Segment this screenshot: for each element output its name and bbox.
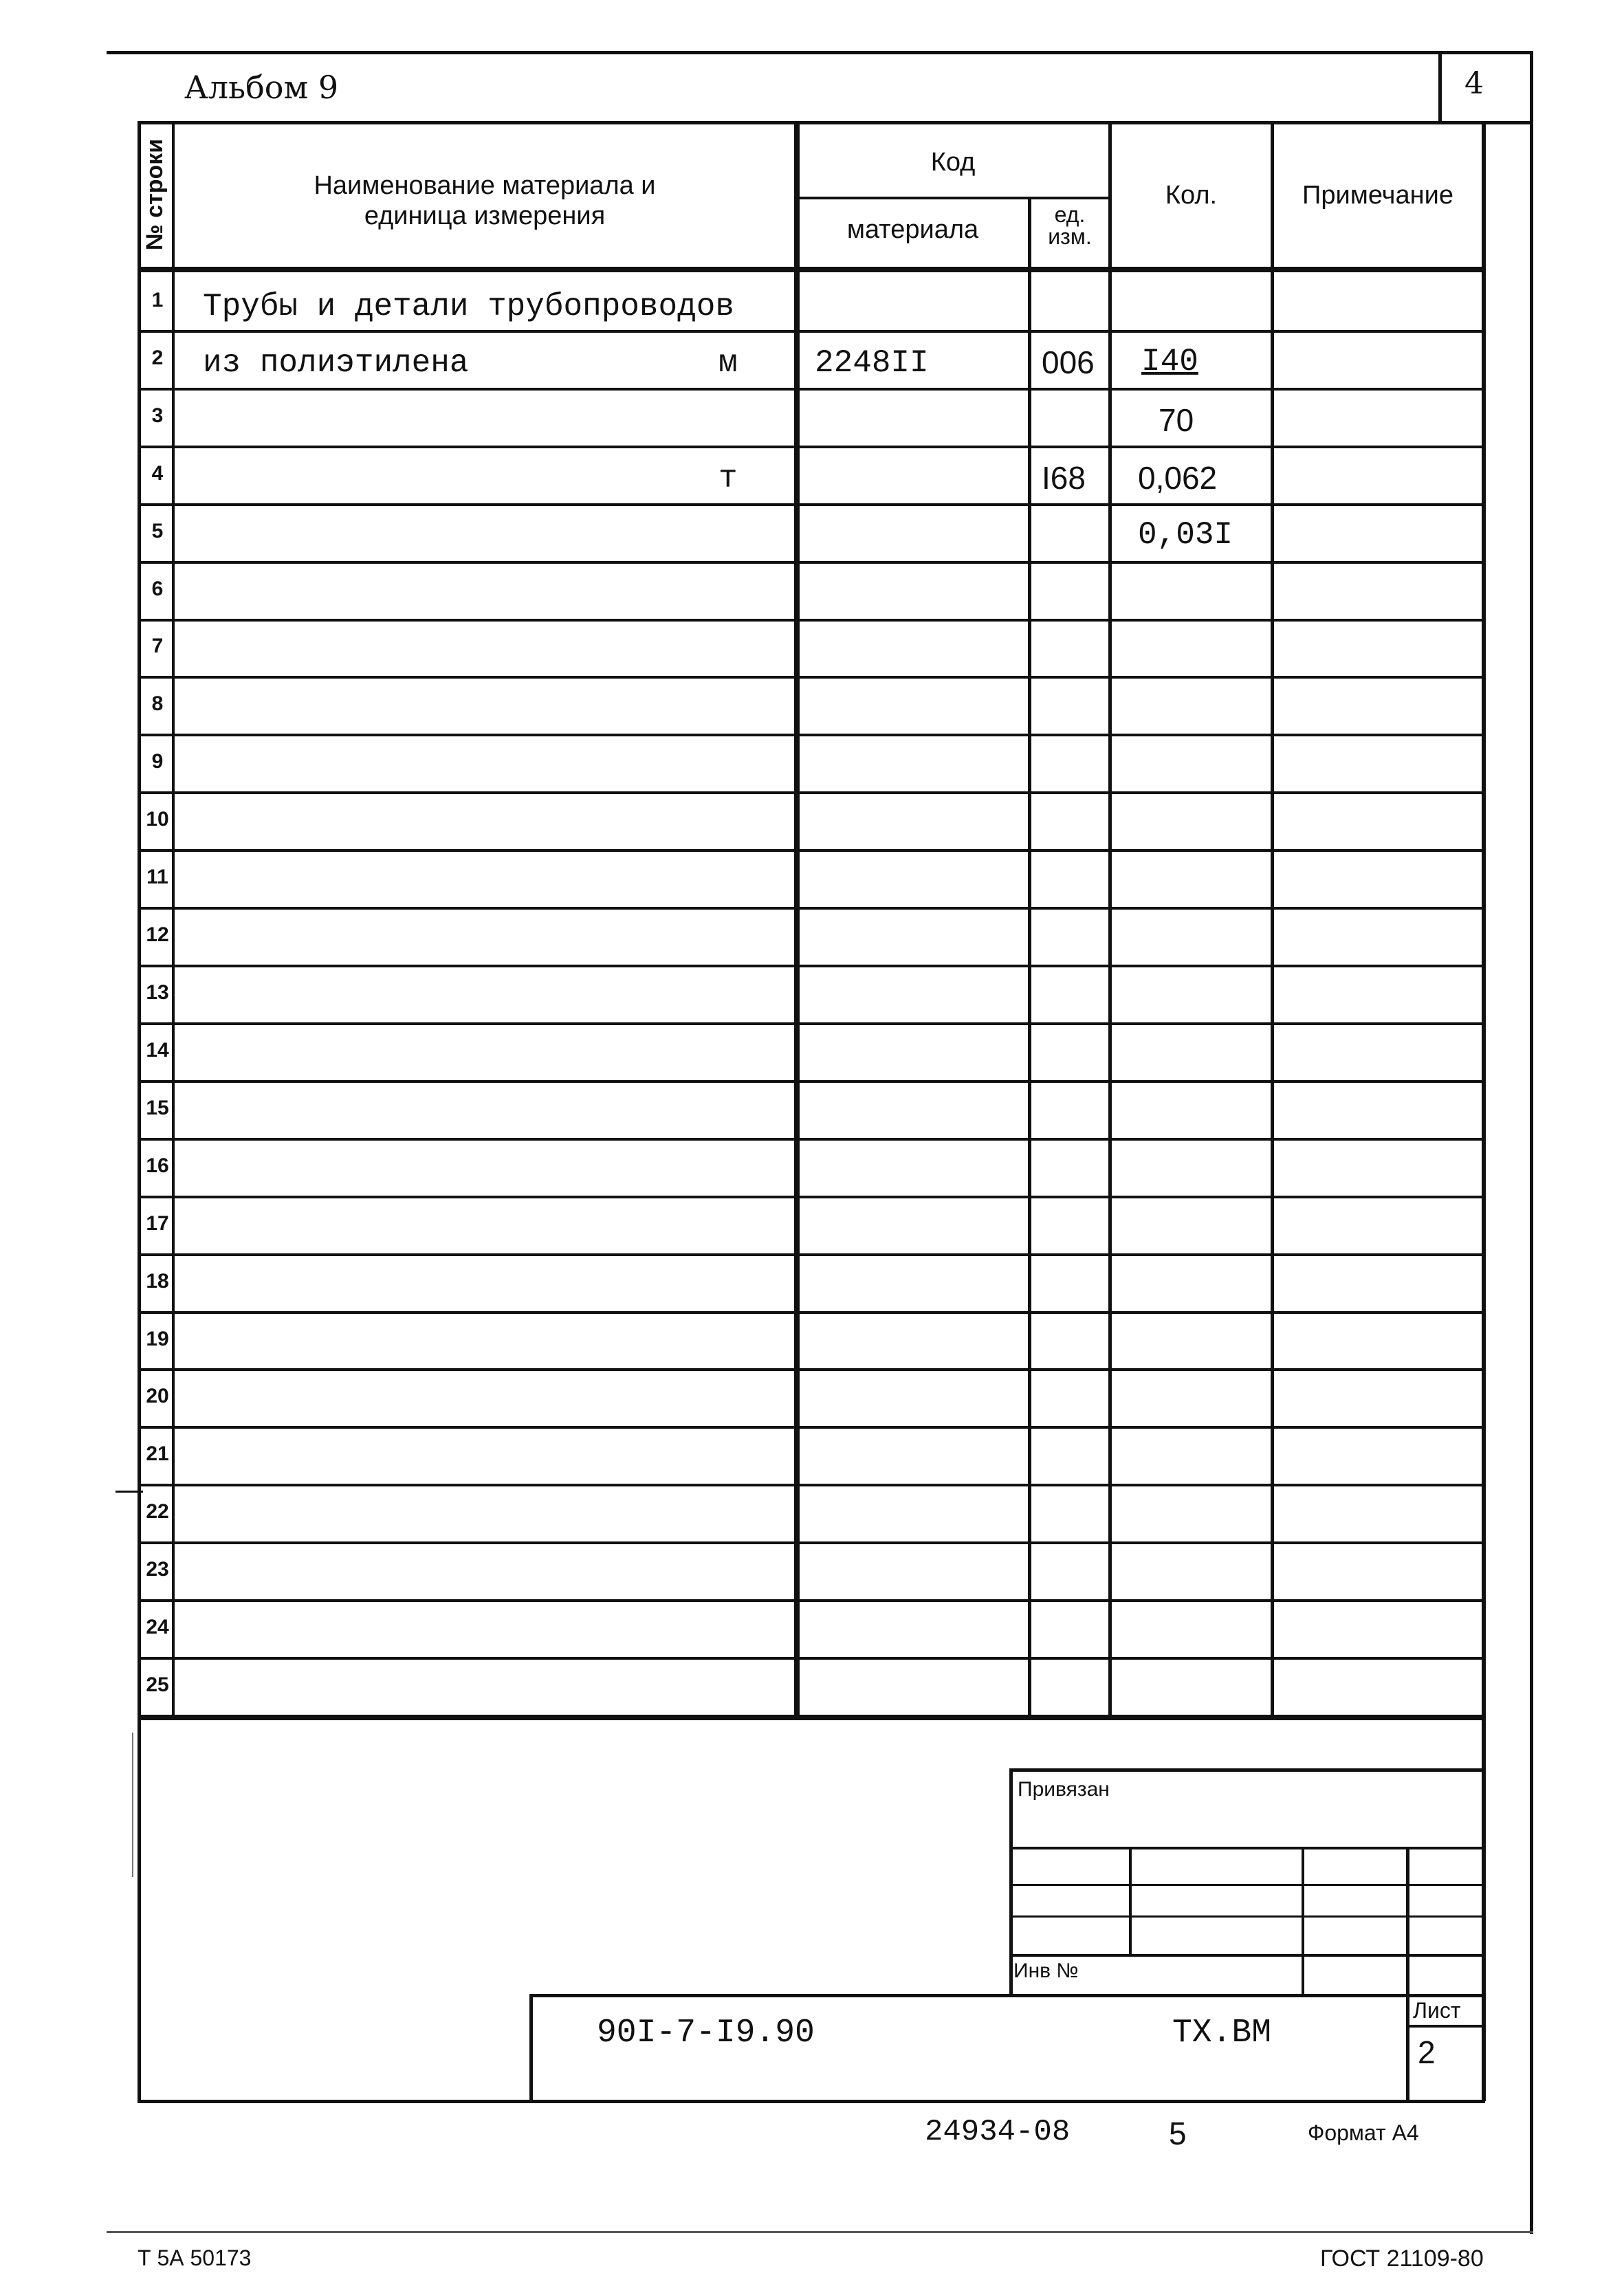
row3-qty: 70 — [1159, 402, 1194, 438]
bound-line-2 — [1009, 1884, 1485, 1886]
row-divider — [138, 561, 1485, 564]
row-divider — [138, 619, 1485, 622]
row-divider — [138, 1368, 1485, 1371]
row-divider — [138, 1253, 1485, 1256]
row-number: 5 — [151, 520, 164, 542]
bound-col-1 — [1129, 1847, 1132, 1955]
row5-qty: 0,03I — [1138, 517, 1233, 553]
row-divider — [138, 1196, 1485, 1198]
row-number: 7 — [151, 635, 164, 657]
header-bottom-line — [138, 121, 1533, 124]
page-number: 4 — [1464, 66, 1484, 101]
row-number: 2 — [151, 347, 164, 369]
row-number: 11 — [146, 866, 168, 888]
col-unit-header — [1031, 204, 1108, 248]
footer-bottom-line — [107, 2231, 1533, 2233]
row-divider — [138, 503, 1485, 506]
section-code: ТХ.ВМ — [1172, 2014, 1272, 2052]
row-number: 9 — [151, 750, 164, 773]
row-divider — [138, 734, 1485, 736]
col-name-header-line2: единица измерения — [364, 201, 606, 230]
row-number: 17 — [146, 1212, 169, 1235]
row2-material-code: 2248II — [815, 345, 929, 381]
right-border — [1530, 51, 1533, 2234]
title-block-bottom — [138, 2100, 1485, 2103]
col-note-header: Примечание — [1302, 181, 1453, 210]
inv-label: Инв № — [1013, 1959, 1079, 1982]
bound-col-3 — [1406, 1847, 1409, 2102]
row-divider — [138, 388, 1485, 391]
row-divider — [138, 849, 1485, 852]
name-col-line — [794, 121, 800, 1716]
row-divider — [138, 1080, 1485, 1083]
row-divider — [138, 791, 1485, 794]
col-material-header: материала — [846, 215, 979, 244]
sheet-value: 2 — [1418, 2034, 1436, 2070]
row-number: 16 — [146, 1154, 169, 1177]
row-divider — [138, 1484, 1485, 1486]
bound-box-left — [1009, 1768, 1013, 1995]
page-box-divider — [1438, 51, 1442, 124]
footer-number: 24934-08 — [925, 2115, 1071, 2149]
row4-qty: 0,062 — [1138, 460, 1218, 496]
material-col-line — [1028, 198, 1031, 1716]
sheet-label: Лист — [1413, 1998, 1461, 2023]
top-border — [107, 51, 1533, 54]
table-header-bottom — [138, 267, 1485, 272]
row-number: 15 — [146, 1097, 169, 1119]
album-title: Альбом 9 — [184, 69, 339, 106]
row-divider — [138, 1541, 1485, 1544]
row4-unit: т — [718, 461, 738, 496]
bound-line-3 — [1009, 1915, 1485, 1918]
bound-box-top — [1009, 1768, 1485, 1772]
doc-code: 90I-7-I9.90 — [597, 2014, 815, 2052]
row-number: 14 — [146, 1039, 169, 1062]
row-number: 10 — [146, 808, 169, 831]
row-divider — [138, 1022, 1485, 1025]
row2-unit-code: 006 — [1042, 344, 1095, 380]
row-divider — [138, 330, 1485, 333]
row-number: 18 — [146, 1270, 169, 1293]
bound-line-4 — [1009, 1954, 1485, 1957]
row-divider — [138, 907, 1485, 910]
bound-label: Привязан — [1018, 1778, 1110, 1801]
col-name-header — [179, 171, 791, 231]
col-row-no-header: № строки — [142, 138, 168, 251]
row-number: 20 — [146, 1385, 169, 1407]
row-number: 19 — [146, 1328, 169, 1350]
table-right-border — [1482, 121, 1486, 2101]
row-number: 8 — [151, 692, 164, 715]
row-divider — [138, 965, 1485, 967]
footer-page: 5 — [1169, 2116, 1187, 2151]
margin-left-mark — [132, 1733, 133, 1877]
footer-format: Формат А4 — [1308, 2120, 1419, 2145]
col-qty-header: Кол. — [1165, 181, 1218, 210]
row-number: 3 — [151, 404, 164, 427]
qty-col-line — [1271, 121, 1274, 1716]
row-divider — [138, 676, 1485, 679]
row-number: 6 — [151, 578, 164, 600]
title-block-left — [529, 1994, 533, 2101]
row-number: 4 — [151, 462, 164, 485]
code-header-split — [794, 197, 1110, 199]
row-divider — [138, 1311, 1485, 1314]
row1-name: Трубы и детали трубопроводов — [203, 289, 734, 325]
row2-name: из полиэтилена — [203, 345, 469, 381]
sheet-label-line — [1406, 2025, 1485, 2028]
col-unit-header-line1: ед. — [1054, 202, 1086, 227]
bound-col-2 — [1302, 1847, 1304, 1995]
margin-tick — [116, 1491, 143, 1493]
row-divider — [138, 1599, 1485, 1602]
row-number: 13 — [146, 981, 169, 1004]
table-bottom-line — [138, 1715, 1485, 1720]
row-number: 23 — [146, 1558, 169, 1581]
bound-line-1 — [1009, 1847, 1485, 1849]
row-divider — [138, 1138, 1485, 1141]
row-divider — [138, 446, 1485, 448]
footer-gost: ГОСТ 21109-80 — [1320, 2245, 1484, 2272]
row2-qty: I40 — [1141, 344, 1198, 380]
row-number: 22 — [146, 1500, 169, 1523]
row-number: 12 — [146, 923, 169, 946]
title-block-top — [529, 1994, 1485, 1997]
footer-left-code: Т 5А 50173 — [138, 2245, 252, 2270]
row-number: 24 — [146, 1616, 169, 1638]
col-code-header: Код — [930, 148, 976, 177]
col-name-header-line1: Наименование материала и — [314, 171, 656, 200]
row4-unit-code: I68 — [1042, 460, 1086, 496]
unit-col-line — [1108, 121, 1112, 1716]
row-divider — [138, 1657, 1485, 1660]
col-unit-header-line2: изм. — [1048, 224, 1092, 249]
row-number: 21 — [146, 1442, 169, 1465]
row2-unit: м — [718, 345, 738, 381]
row-number: 25 — [146, 1673, 169, 1696]
row-divider — [138, 1426, 1485, 1429]
row-number: 1 — [151, 289, 164, 311]
